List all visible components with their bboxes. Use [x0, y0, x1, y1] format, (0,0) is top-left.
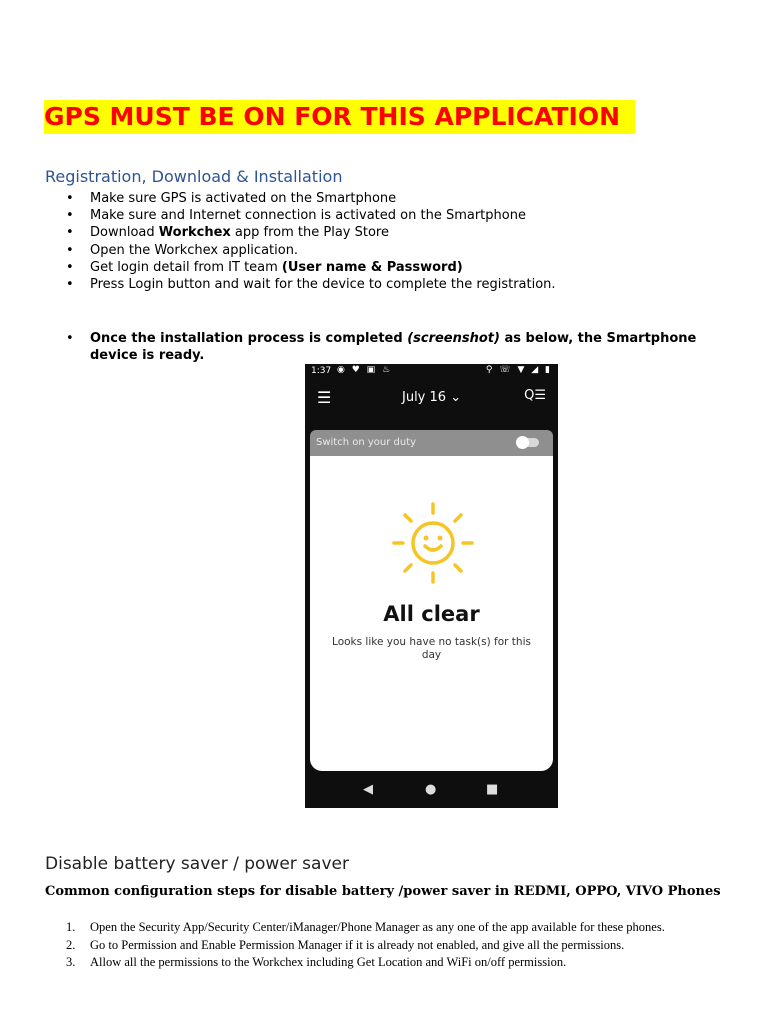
list-item: 2. Go to Permission and Enable Permission Manager if it is already not enabled, and give all the permissions.: [66, 937, 625, 952]
empty-state-card: [310, 456, 553, 771]
battery-saver-heading: Disable battery saver / power saver: [45, 854, 349, 874]
registration-heading: Registration, Download & Installation: [45, 167, 343, 186]
list-item: • Get login detail from IT team (User name & Password): [66, 259, 706, 276]
menu-icon[interactable]: ☰: [317, 388, 332, 407]
status-bar: [305, 364, 558, 380]
sun-icon: [388, 498, 478, 588]
phone-screenshot: [305, 364, 558, 808]
list-item: • Make sure and Internet connection is activated on the Smartphone: [66, 207, 706, 224]
empty-state-message: Looks like you have no task(s) for this day: [332, 636, 531, 661]
notification-icons: ◉ ♥ ▣ ♨: [337, 365, 393, 375]
date-selector[interactable]: July 16 ⌄: [402, 390, 462, 405]
list-item: 3. Allow all the permissions to the Workchex including Get Location and WiFi on/off permission.: [66, 955, 567, 969]
duty-label: Switch on your duty: [316, 437, 417, 448]
home-icon[interactable]: ●: [425, 782, 437, 797]
system-icons: ⚲ ☏ ▼ ◢ ▮: [485, 365, 552, 375]
list-item: • Open the Workchex application.: [66, 242, 706, 259]
duty-switch-bar: [310, 430, 553, 456]
list-item: 1. Open the Security App/Security Center/iManager/Phone Manager as any one of the app available for these phones.: [66, 920, 665, 934]
installation-complete-note: • Once the installation process is completed (screenshot) as below, the Smartphone device is ready.: [66, 330, 710, 364]
duty-toggle[interactable]: [517, 438, 539, 447]
list-item: • Make sure GPS is activated on the Smartphone: [66, 190, 706, 207]
nav-bar: [305, 776, 558, 808]
recents-icon[interactable]: ■: [486, 782, 499, 797]
list-item: • Download Workchex app from the Play Store: [66, 224, 706, 241]
status-time: 1:37: [311, 366, 332, 376]
configuration-steps: [66, 920, 716, 973]
chevron-down-icon: ⌄: [450, 390, 462, 405]
app-bar: [305, 382, 558, 414]
registration-steps: [66, 190, 706, 293]
search-icon[interactable]: Q☰: [524, 388, 546, 403]
configuration-subheading: Common configuration steps for disable battery /power saver in REDMI, OPPO, VIVO Phones: [45, 884, 721, 899]
back-icon[interactable]: ◀: [363, 782, 373, 797]
empty-state-title: All clear: [383, 602, 480, 626]
list-item: • Press Login button and wait for the device to complete the registration.: [66, 276, 706, 293]
page-title: GPS MUST BE ON FOR THIS APPLICATION: [44, 100, 635, 134]
